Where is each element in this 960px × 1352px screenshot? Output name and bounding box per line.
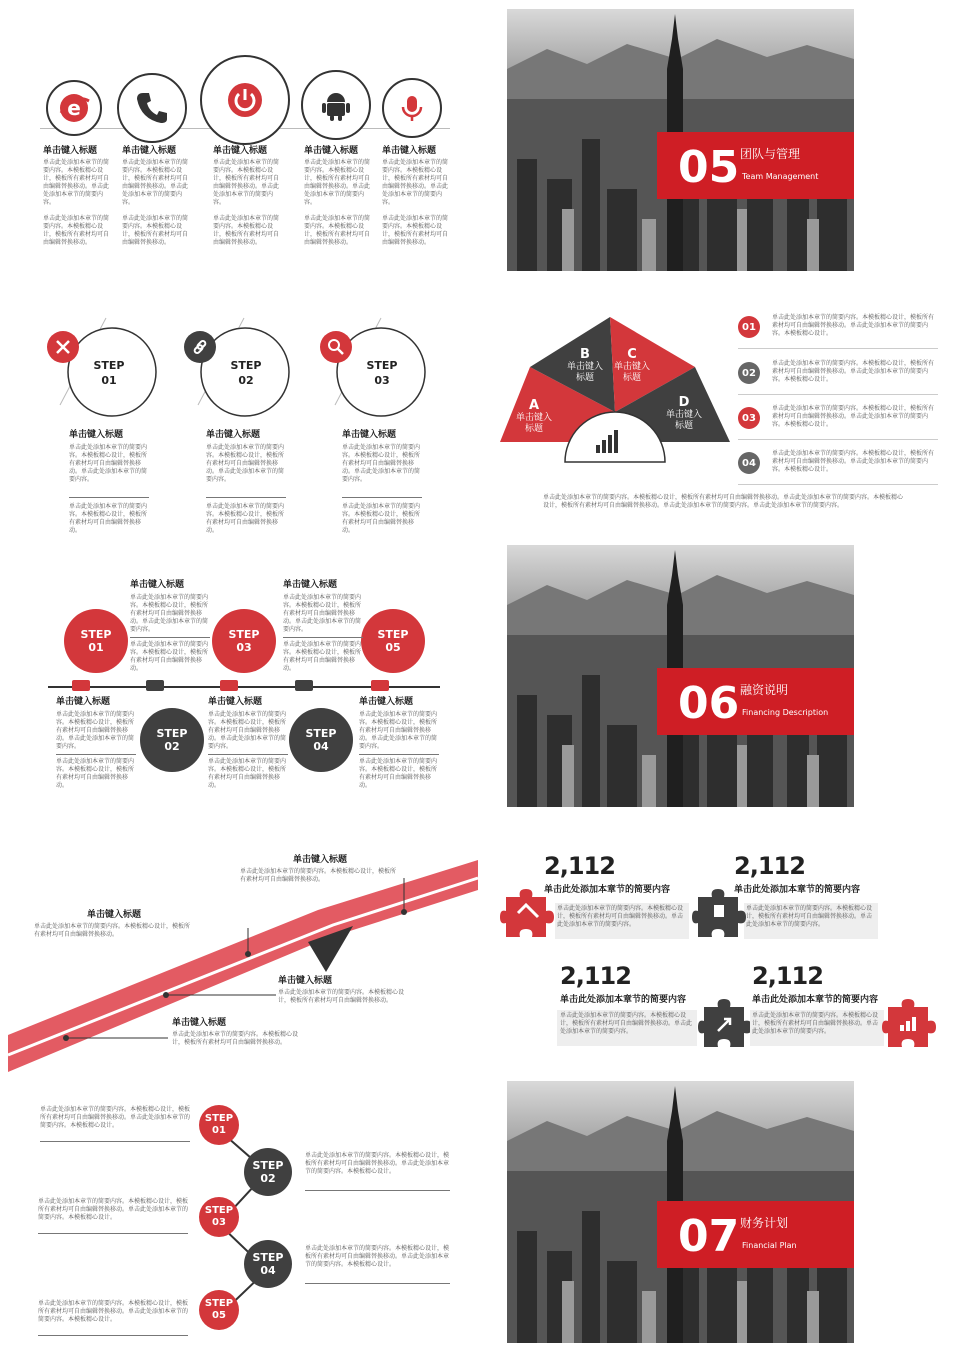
divider <box>283 637 363 638</box>
stat-number: 2,112 <box>544 852 615 880</box>
step-body: 单击此处添加本章节的简要内容。本模板精心设计，模板所有素材均可自由编辑替换移动。单击此处添加本章节的简要内容。 <box>206 444 285 483</box>
timeline-body: 单击此处添加本章节的简要内容。本模板精心设计，模板所有素材均可自由编辑替换移动。单击此处添加本章节的简要内容。 <box>208 711 287 750</box>
timeline-title: 单击键入标题 <box>283 580 338 590</box>
timeline-body: 单击此处添加本章节的简要内容。本模板精心设计，模板所有素材均可自由编辑替换移动。单击此处添加本章节的简要内容。 <box>56 711 135 750</box>
stat-number: 2,112 <box>560 962 631 990</box>
timeline-text-bottom <box>359 697 439 790</box>
section-subtitle: Team Management <box>742 172 819 181</box>
column-title: 单击键入标题 <box>122 146 177 156</box>
timeline-text-bottom <box>208 697 288 790</box>
stat-body: 单击此处添加本章节的简要内容。本模板精心设计，模板所有素材均可自由编辑替换移动。单击此处添加本章节的简要内容。 <box>752 1012 879 1035</box>
divider <box>342 497 422 498</box>
section-subtitle: Financing Description <box>742 708 829 717</box>
link-icon <box>184 331 216 363</box>
step-body-2: 单击此处添加本章节的简要内容。本模板精心设计，模板所有素材均可自由编辑替换移动。 <box>69 503 148 534</box>
timeline-marker <box>72 680 90 691</box>
fan-diagram <box>500 312 730 472</box>
step-number: 05 <box>212 1310 226 1321</box>
step-body: 单击此处添加本章节的简要内容。本模板精心设计，模板所有素材均可自由编辑替换移动。单击此处添加本章节的简要内容。 <box>69 444 148 483</box>
step-word: STEP <box>93 359 125 372</box>
column-body: 单击此处添加本章节的简要内容。本模板精心设计，模板所有素材均可自由编辑替换移动。单击此处添加本章节的简要内容。 <box>304 159 371 206</box>
fan-segment-b <box>565 347 605 384</box>
step-title: 单击键入标题 <box>69 430 124 440</box>
timeline-text-top <box>283 580 363 672</box>
column-title: 单击键入标题 <box>213 146 268 156</box>
step-number: 01 <box>101 374 117 387</box>
timeline-body-2: 单击此处添加本章节的简要内容。本模板精心设计，模板所有素材均可自由编辑替换移动。 <box>130 641 209 672</box>
step-text-block <box>342 430 422 535</box>
segment-letter: D <box>678 395 690 410</box>
step-bubble <box>212 609 276 673</box>
stat-number: 2,112 <box>734 852 805 880</box>
timeline-body: 单击此处添加本章节的简要内容。本模板精心设计，模板所有素材均可自由编辑替换移动。单击此处添加本章节的简要内容。 <box>130 594 209 633</box>
timeline-body-2: 单击此处添加本章节的简要内容。本模板精心设计，模板所有素材均可自由编辑替换移动。 <box>208 758 287 789</box>
zigzag-text-left: 单击此处添加本章节的简要内容。本模板精心设计，模板所有素材均可自由编辑替换移动。单击此处添加本章节的简要内容。本模板精心设计。 <box>38 1198 189 1221</box>
column-body: 单击此处添加本章节的简要内容。本模板精心设计，模板所有素材均可自由编辑替换移动。单击此处添加本章节的简要内容。 <box>213 159 280 206</box>
stat-title: 单击此处添加本章节的简要内容 <box>544 885 671 895</box>
stat-title: 单击此处添加本章节的简要内容 <box>734 885 861 895</box>
step-bubble <box>244 1240 292 1288</box>
divider <box>206 497 286 498</box>
step-number: 04 <box>313 740 329 753</box>
diagonal-title: 单击键入标题 <box>172 1018 227 1028</box>
step-bubble <box>199 1290 239 1330</box>
step-word: STEP <box>305 727 337 740</box>
timeline-title: 单击键入标题 <box>130 580 185 590</box>
divider <box>38 1335 188 1336</box>
step-word: STEP <box>366 359 398 372</box>
step-title: 单击键入标题 <box>206 430 261 440</box>
diagonal-body: 单击此处添加本章节的简要内容。本模板精心设计，模板所有素材均可自由编辑替换移动。 <box>34 923 191 938</box>
column-body: 单击此处添加本章节的简要内容。本模板精心设计，模板所有素材均可自由编辑替换移动。单击此处添加本章节的简要内容。 <box>122 159 189 206</box>
zigzag-text-right: 单击此处添加本章节的简要内容。本模板精心设计，模板所有素材均可自由编辑替换移动。单击此处添加本章节的简要内容。本模板精心设计。 <box>305 1152 450 1175</box>
fan-segment-d <box>664 395 704 432</box>
step-word: STEP <box>204 1205 234 1216</box>
zigzag-text-right: 单击此处添加本章节的简要内容。本模板精心设计，模板所有素材均可自由编辑替换移动。单击此处添加本章节的简要内容。本模板精心设计。 <box>305 1245 450 1268</box>
item-text: 单击此处添加本章节的简要内容。本模板精心设计，模板所有素材均可自由编辑替换移动。单击此处添加本章节的简要内容。本模板精心设计。 <box>772 314 935 337</box>
android-icon <box>301 70 371 140</box>
diagonal-label <box>278 976 408 1013</box>
tools-icon <box>47 331 79 363</box>
step-bubble <box>244 1148 292 1196</box>
divider <box>305 1190 450 1191</box>
step-word: STEP <box>252 1251 284 1264</box>
column-title: 单击键入标题 <box>43 146 98 156</box>
step-number: 02 <box>238 374 254 387</box>
power-icon <box>200 55 290 145</box>
divider <box>738 394 938 395</box>
segment-text: 单击键入标题 <box>665 410 702 431</box>
item-text: 单击此处添加本章节的简要内容。本模板精心设计，模板所有素材均可自由编辑替换移动。单击此处添加本章节的简要内容。本模板精心设计。 <box>772 405 935 428</box>
segment-text: 单击键入标题 <box>566 362 603 383</box>
step-number: 01 <box>88 641 104 654</box>
step-number: 05 <box>385 641 401 654</box>
icon-column <box>213 146 281 255</box>
segment-text: 单击键入标题 <box>613 362 650 383</box>
item-number: 03 <box>738 407 760 429</box>
step-word: STEP <box>204 1298 234 1309</box>
column-title: 单击键入标题 <box>304 146 359 156</box>
step-title: 单击键入标题 <box>342 430 397 440</box>
divider <box>305 1283 450 1284</box>
step-number: 02 <box>164 740 180 753</box>
timeline-marker <box>146 680 164 691</box>
divider <box>738 484 938 485</box>
step-number: 03 <box>212 1217 226 1228</box>
section-number: 07 <box>678 1211 740 1262</box>
diagonal-title: 单击键入标题 <box>278 976 333 986</box>
section-slide-05 <box>507 9 854 271</box>
step-label <box>229 358 263 388</box>
timeline-marker <box>371 680 389 691</box>
step-number: 01 <box>212 1125 226 1136</box>
item-number: 02 <box>738 362 760 384</box>
stat-number: 2,112 <box>752 962 823 990</box>
timeline-marker <box>295 680 313 691</box>
section-subtitle: Financial Plan <box>742 1241 797 1250</box>
step-bubble <box>140 708 204 772</box>
step-bubble <box>199 1105 239 1145</box>
step-word: STEP <box>228 628 260 641</box>
diagonal-title: 单击键入标题 <box>292 855 347 865</box>
step-label <box>365 358 399 388</box>
divider <box>38 1233 188 1234</box>
divider <box>40 1141 190 1142</box>
stat-body: 单击此处添加本章节的简要内容。本模板精心设计，模板所有素材均可自由编辑替换移动。单击此处添加本章节的简要内容。 <box>557 905 684 928</box>
fan-segment-a <box>514 398 554 435</box>
column-title: 单击键入标题 <box>382 146 437 156</box>
column-body-2: 单击此处添加本章节的简要内容。本模板精心设计，模板所有素材均可自由编辑替换移动。 <box>122 215 189 246</box>
divider <box>738 439 938 440</box>
section-title: 团队与管理 <box>740 147 801 161</box>
item-number: 01 <box>738 316 760 338</box>
timeline-title: 单击键入标题 <box>56 697 111 707</box>
phone-icon <box>117 73 187 143</box>
section-title: 融资说明 <box>740 683 789 697</box>
column-body-2: 单击此处添加本章节的简要内容。本模板精心设计，模板所有素材均可自由编辑替换移动。 <box>304 215 371 246</box>
step-number: 03 <box>374 374 390 387</box>
timeline-body: 单击此处添加本章节的简要内容。本模板精心设计，模板所有素材均可自由编辑替换移动。单击此处添加本章节的简要内容。 <box>359 711 438 750</box>
step-body-2: 单击此处添加本章节的简要内容。本模板精心设计，模板所有素材均可自由编辑替换移动。 <box>206 503 285 534</box>
segment-text: 单击键入标题 <box>515 413 552 434</box>
section-slide-06 <box>507 545 854 807</box>
section-title: 财务计划 <box>740 1216 789 1230</box>
section-number: 06 <box>678 678 740 729</box>
microphone-icon <box>382 78 442 138</box>
timeline-body-2: 单击此处添加本章节的简要内容。本模板精心设计，模板所有素材均可自由编辑替换移动。 <box>359 758 438 789</box>
segment-letter: A <box>528 398 540 413</box>
step-text-block <box>69 430 149 535</box>
column-body-2: 单击此处添加本章节的简要内容。本模板精心设计，模板所有素材均可自由编辑替换移动。 <box>382 215 449 246</box>
column-body: 单击此处添加本章节的简要内容。本模板精心设计，模板所有素材均可自由编辑替换移动。单击此处添加本章节的简要内容。 <box>43 159 110 206</box>
divider <box>56 754 136 755</box>
timeline-body: 单击此处添加本章节的简要内容。本模板精心设计，模板所有素材均可自由编辑替换移动。单击此处添加本章节的简要内容。 <box>283 594 362 633</box>
puzzle-piece-icon <box>692 885 748 941</box>
timeline-text-bottom <box>56 697 136 790</box>
step-bubble <box>289 708 353 772</box>
timeline-marker <box>220 680 238 691</box>
step-label <box>92 358 126 388</box>
section-slide-07 <box>507 1081 854 1343</box>
puzzle-piece-icon <box>500 885 556 941</box>
step-body-2: 单击此处添加本章节的简要内容。本模板精心设计，模板所有素材均可自由编辑替换移动。 <box>342 503 421 534</box>
step-number: 04 <box>260 1264 276 1277</box>
puzzle-piece-icon <box>882 995 938 1051</box>
icon-column <box>122 146 190 255</box>
ie-icon <box>46 80 102 136</box>
diagonal-title: 单击键入标题 <box>86 910 141 920</box>
divider <box>359 754 439 755</box>
column-body: 单击此处添加本章节的简要内容。本模板精心设计，模板所有素材均可自由编辑替换移动。单击此处添加本章节的简要内容。 <box>382 159 449 206</box>
puzzle-piece-icon <box>698 995 754 1051</box>
step-word: STEP <box>156 727 188 740</box>
timeline-title: 单击键入标题 <box>208 697 263 707</box>
zigzag-text-left: 单击此处添加本章节的简要内容。本模板精心设计，模板所有素材均可自由编辑替换移动。单击此处添加本章节的简要内容。本模板精心设计。 <box>40 1106 191 1129</box>
timeline-body-2: 单击此处添加本章节的简要内容。本模板精心设计，模板所有素材均可自由编辑替换移动。 <box>56 758 135 789</box>
item-number: 04 <box>738 452 760 474</box>
stat-title: 单击此处添加本章节的简要内容 <box>752 995 879 1005</box>
icon-column <box>43 146 111 255</box>
timeline-title: 单击键入标题 <box>359 697 414 707</box>
segment-letter: B <box>580 347 590 362</box>
search-icon <box>320 331 352 363</box>
step-bubble <box>64 609 128 673</box>
diagonal-body: 单击此处添加本章节的简要内容。本模板精心设计，模板所有素材均可自由编辑替换移动。 <box>240 868 397 883</box>
item-text: 单击此处添加本章节的简要内容。本模板精心设计，模板所有素材均可自由编辑替换移动。单击此处添加本章节的简要内容。本模板精心设计。 <box>772 360 935 383</box>
diagonal-body: 单击此处添加本章节的简要内容。本模板精心设计，模板所有素材均可自由编辑替换移动。 <box>278 989 405 1004</box>
divider <box>738 348 938 349</box>
column-body-2: 单击此处添加本章节的简要内容。本模板精心设计，模板所有素材均可自由编辑替换移动。 <box>43 215 110 246</box>
fan-footer-text: 单击此处添加本章节的简要内容。本模板精心设计，模板所有素材均可自由编辑替换移动。单击此处添加本章节的简要内容。本模板精心设计，模板所有素材均可自由编辑替换移动。单击此处添加本章节的简要内容。单击此处添加本章节的简要内容。 <box>543 494 904 509</box>
step-body: 单击此处添加本章节的简要内容。本模板精心设计，模板所有素材均可自由编辑替换移动。单击此处添加本章节的简要内容。 <box>342 444 421 483</box>
divider <box>208 754 288 755</box>
stat-body: 单击此处添加本章节的简要内容。本模板精心设计，模板所有素材均可自由编辑替换移动。单击此处添加本章节的简要内容。 <box>560 1012 693 1035</box>
fan-segment-c <box>612 347 652 384</box>
svg-text:e: e <box>67 96 81 120</box>
diagonal-label <box>172 1018 302 1055</box>
step-bubble <box>361 609 425 673</box>
step-word: STEP <box>204 1113 234 1124</box>
step-word: STEP <box>252 1159 284 1172</box>
step-number: 02 <box>260 1172 276 1185</box>
diagonal-body: 单击此处添加本章节的简要内容。本模板精心设计，模板所有素材均可自由编辑替换移动。 <box>172 1031 299 1046</box>
divider <box>69 497 149 498</box>
timeline-body-2: 单击此处添加本章节的简要内容。本模板精心设计，模板所有素材均可自由编辑替换移动。 <box>283 641 362 672</box>
diagonal-label <box>240 855 400 892</box>
icon-column <box>382 146 450 255</box>
column-body-2: 单击此处添加本章节的简要内容。本模板精心设计，模板所有素材均可自由编辑替换移动。 <box>213 215 280 246</box>
step-number: 03 <box>236 641 252 654</box>
diagonal-label <box>34 910 194 947</box>
step-text-block <box>206 430 286 535</box>
icon-column <box>304 146 372 255</box>
section-number: 05 <box>678 142 740 193</box>
stat-title: 单击此处添加本章节的简要内容 <box>560 995 687 1005</box>
zigzag-text-left: 单击此处添加本章节的简要内容。本模板精心设计，模板所有素材均可自由编辑替换移动。单击此处添加本章节的简要内容。本模板精心设计。 <box>38 1300 189 1323</box>
step-word: STEP <box>230 359 262 372</box>
stat-body: 单击此处添加本章节的简要内容。本模板精心设计，模板所有素材均可自由编辑替换移动。单击此处添加本章节的简要内容。 <box>746 905 873 928</box>
divider <box>130 637 210 638</box>
segment-letter: C <box>627 347 637 362</box>
step-word: STEP <box>80 628 112 641</box>
step-bubble <box>199 1197 239 1237</box>
timeline-text-top <box>130 580 210 672</box>
item-text: 单击此处添加本章节的简要内容。本模板精心设计，模板所有素材均可自由编辑替换移动。单击此处添加本章节的简要内容。本模板精心设计。 <box>772 450 935 473</box>
step-word: STEP <box>377 628 409 641</box>
